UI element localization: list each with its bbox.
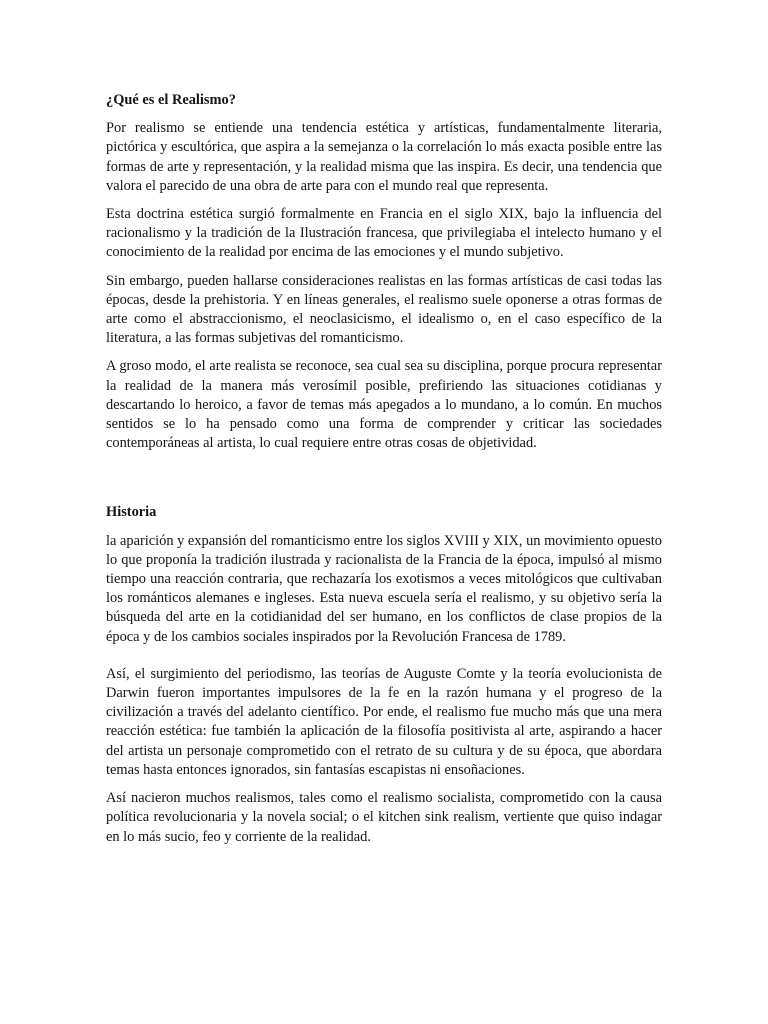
paragraph: Sin embargo, pueden hallarse consideraciones realistas en las formas artísticas de casi todas las épocas, desde la prehistoria. Y en líneas generales, el realismo suele oponerse a otras formas de arte como el abstraccionismo, el neoclasicismo, el idealismo o, en el caso específico de la literatura, a las formas subjetivas del romanticismo. <box>106 272 662 347</box>
paragraph: A groso modo, el arte realista se reconoce, sea cual sea su disciplina, porque procura representar la realidad de la manera más verosímil posible, prefiriendo las situaciones cotidianas y descartando lo heroico, a favor de temas más apegados a lo mundano, a lo común. En muchos sentidos se lo ha pensado como una forma de comprender y criticar las sociedades contemporáneas al artista, lo cual requiere entre otras cosas de objetividad. <box>106 358 662 452</box>
document-page <box>106 91 662 856</box>
paragraph: Así nacieron muchos realismos, tales como el realismo socialista, comprometido con la causa política revolucionaria y la novela social; o el kitchen sink realism, vertiente que quiso indagar en lo más sucio, feo y corriente de la realidad. <box>106 790 662 845</box>
section-heading-realismo: ¿Qué es el Realismo? <box>106 92 236 108</box>
section-heading-historia: Historia <box>106 504 157 521</box>
paragraph: la aparición y expansión del romanticismo entre los siglos XVIII y XIX, un movimiento opuesto lo que proponía la tradición ilustrada y racionalista de la Francia de la época, impulsó al mismo tiempo una reacción contraria, que rechazaría los exotismos a veces mitológicos que cultivaban los románticos alemanes e ingleses. Esta nueva escuela sería el realismo, y su objetivo sería la búsqueda del arte en la cotidianidad del ser humano, en los conflictos de clase propios de la época y de los cambios sociales inspirados por la Revolución Francesa de 1789. <box>106 532 662 645</box>
paragraph: Así, el surgimiento del periodismo, las teorías de Auguste Comte y la teoría evolucionista de Darwin fueron importantes impulsores de la fe en la razón humana y el progreso de la civilización a través del adelanto científico. Por ende, el realismo fue mucho más que una mera reacción estética: fue también la aplicación de la filosofía positivista al arte, aspirando a hacer del artista un personaje comprometido con el retrato de su cultura y de su época, que abordara temas hasta entonces ignorados, sin fantasías escapistas ni ensoñaciones. <box>106 665 662 778</box>
paragraph: Esta doctrina estética surgió formalmente en Francia en el siglo XIX, bajo la influencia del racionalismo y la tradición de la Ilustración francesa, que privilegiaba el intelecto humano y el conocimiento de la realidad por encima de las emociones y el mundo subjetivo. <box>106 206 662 261</box>
paragraph: Por realismo se entiende una tendencia estética y artísticas, fundamentalmente literaria, pictórica y escultórica, que aspira a la semejanza o la correlación lo más exacta posible entre las formas de arte y representación, y la realidad misma que las inspira. Es decir, una tendencia que valora el parecido de una obra de arte para con el mundo real que representa. <box>106 120 662 194</box>
section-spacer <box>106 453 662 503</box>
